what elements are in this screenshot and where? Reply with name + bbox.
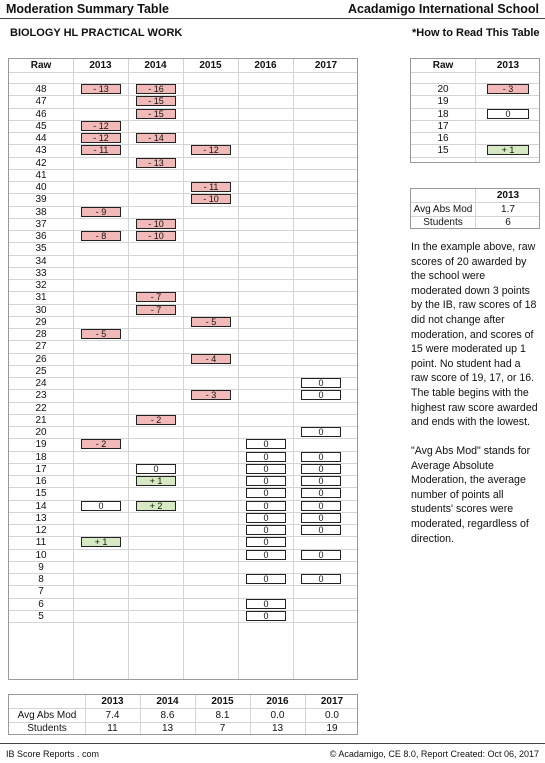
moderation-cell: - 7 — [136, 292, 176, 302]
explanation-line: by the IB, raw scores of 18 — [411, 299, 537, 312]
row-divider — [9, 708, 357, 709]
avg-abs-mod-value: 8.1 — [215, 710, 230, 721]
moderation-cell: 0 — [81, 501, 121, 511]
raw-score-label: 11 — [35, 537, 47, 549]
footer-site: IB Score Reports . com — [6, 749, 100, 759]
moderation-cell: - 12 — [81, 121, 121, 131]
raw-score-label: 46 — [35, 108, 47, 120]
moderation-cell: - 15 — [136, 96, 176, 106]
raw-score-label: 17 — [35, 463, 47, 475]
example-summary-table — [410, 188, 540, 229]
example-raw-score: 16 — [437, 133, 449, 144]
moderation-cell: - 5 — [191, 317, 231, 327]
avg-abs-mod-label: Avg Abs Mod — [17, 710, 77, 721]
example-cell: 0 — [487, 109, 529, 119]
moderation-cell: - 12 — [191, 145, 231, 155]
raw-score-label: 36 — [35, 231, 47, 242]
raw-score-label: 20 — [35, 427, 47, 438]
row-divider — [411, 157, 539, 158]
moderation-cell: 0 — [301, 550, 341, 560]
moderation-cell: 0 — [136, 464, 176, 474]
raw-score-label: 27 — [35, 341, 47, 353]
example-cell: + 1 — [487, 145, 529, 155]
students-value: 11 — [107, 723, 118, 734]
moderation-cell: 0 — [301, 476, 341, 486]
raw-score-label: 45 — [35, 120, 47, 132]
raw-score-label: 31 — [35, 292, 47, 304]
report-title: Moderation Summary Table — [6, 2, 169, 16]
howto-title: *How to Read This Table — [412, 27, 540, 39]
moderation-cell: 0 — [301, 452, 341, 462]
moderation-cell: - 10 — [191, 194, 231, 204]
explanation-line: "Avg Abs Mod" stands for — [411, 445, 531, 457]
raw-score-label: 35 — [35, 243, 47, 255]
moderation-cell: 0 — [301, 574, 341, 584]
moderation-cell: - 15 — [136, 109, 176, 119]
raw-score-label: 47 — [35, 96, 47, 108]
explanation-line: Moderation, the average — [411, 474, 526, 487]
moderation-cell: 0 — [301, 525, 341, 535]
top-bar — [0, 0, 545, 19]
moderation-cell: 0 — [246, 501, 286, 511]
explanation-p1 — [411, 240, 541, 430]
year-header-2014: 2014 — [144, 60, 167, 71]
raw-score-label: 26 — [35, 353, 47, 365]
moderation-cell: - 2 — [81, 439, 121, 449]
explanation-line: The table begins with the — [411, 386, 529, 399]
raw-score-label: 30 — [35, 304, 47, 316]
moderation-cell: - 14 — [136, 133, 176, 143]
moderation-cell: - 4 — [191, 354, 231, 364]
moderation-cell: - 7 — [136, 305, 176, 315]
explanation-line: scores of 20 awarded by — [411, 255, 527, 268]
summary-year-2015: 2015 — [211, 696, 234, 707]
moderation-cell: - 10 — [136, 219, 176, 229]
footer — [0, 743, 545, 763]
moderation-cell: 0 — [246, 574, 286, 584]
example-students-value: 6 — [505, 217, 511, 228]
raw-score-label: 25 — [35, 365, 47, 377]
moderation-cell: 0 — [246, 488, 286, 498]
summary-year-2017: 2017 — [320, 696, 344, 707]
raw-score-label: 44 — [35, 133, 47, 144]
raw-score-label: 13 — [35, 512, 47, 524]
avg-abs-mod-value: 0.0 — [270, 710, 285, 721]
moderation-cell: + 1 — [81, 537, 121, 547]
raw-score-label: 5 — [38, 610, 44, 622]
year-header-2013: 2013 — [89, 60, 112, 71]
row-divider — [9, 622, 357, 623]
explanation-line: direction. — [411, 532, 454, 545]
raw-score-label: 42 — [35, 157, 47, 169]
moderation-cell: - 3 — [191, 390, 231, 400]
moderation-cell: 0 — [301, 501, 341, 511]
row-divider — [411, 202, 539, 203]
moderation-cell: 0 — [246, 464, 286, 474]
example-students-label: Students — [423, 217, 463, 228]
raw-score-label: 24 — [35, 378, 47, 389]
explanation-line: moderated down 3 points — [411, 284, 530, 297]
explanation-p2 — [411, 444, 541, 546]
moderation-cell: - 2 — [136, 415, 176, 425]
moderation-cell: 0 — [301, 488, 341, 498]
raw-score-label: 28 — [35, 329, 47, 340]
raw-score-label: 12 — [35, 525, 47, 536]
moderation-cell: 0 — [246, 439, 286, 449]
example-table — [410, 58, 540, 163]
moderation-cell: 0 — [246, 476, 286, 486]
raw-score-label: 18 — [35, 451, 47, 463]
raw-score-label: 16 — [35, 476, 47, 487]
example-raw-score: 18 — [437, 108, 449, 120]
raw-score-label: 10 — [35, 549, 47, 561]
raw-score-label: 6 — [38, 598, 44, 610]
moderation-cell: 0 — [246, 452, 286, 462]
year-header-2017: 2017 — [314, 60, 338, 71]
students-value: 13 — [161, 723, 174, 734]
moderation-cell: 0 — [246, 550, 286, 560]
raw-score-label: 9 — [38, 561, 44, 573]
explanation-line: highest raw score awarded — [411, 401, 538, 414]
explanation-line: did not change after — [411, 313, 505, 326]
raw-score-label: 7 — [38, 586, 44, 598]
raw-column-header: Raw — [30, 60, 52, 71]
raw-score-label: 48 — [35, 84, 47, 95]
moderation-cell: + 2 — [136, 501, 176, 511]
raw-score-label: 19 — [35, 439, 47, 451]
raw-score-label: 14 — [35, 500, 47, 512]
example-summary-year: 2013 — [496, 190, 520, 201]
summary-table — [8, 694, 358, 735]
raw-score-label: 41 — [35, 169, 47, 181]
explanation-line: moderation, and scores of — [411, 328, 534, 341]
school-name: Acadamigo International School — [348, 2, 539, 16]
raw-score-label: 29 — [35, 316, 47, 328]
moderation-cell: - 16 — [136, 84, 176, 94]
raw-score-label: 23 — [35, 390, 47, 402]
example-raw-score: 15 — [437, 145, 449, 157]
avg-abs-mod-value: 8.6 — [160, 710, 175, 721]
example-year-header: 2013 — [496, 60, 520, 71]
moderation-cell: 0 — [301, 378, 341, 388]
students-value: 7 — [219, 723, 226, 734]
explanation-line: In the example above, raw — [411, 241, 536, 253]
example-avg-value: 1.7 — [501, 204, 515, 215]
explanation-line: raw score of 19, 17, or 16. — [411, 372, 535, 385]
subject-title: BIOLOGY HL PRACTICAL WORK — [10, 27, 183, 39]
explanation-line: Average Absolute — [411, 459, 494, 472]
moderation-cell: - 11 — [191, 182, 231, 192]
example-raw-score: 20 — [437, 84, 449, 95]
moderation-cell: 0 — [246, 599, 286, 609]
explanation-line: the school were — [411, 270, 486, 283]
raw-score-label: 22 — [35, 402, 47, 414]
moderation-cell: 0 — [301, 513, 341, 523]
moderation-cell: + 1 — [136, 476, 176, 486]
explanation-line: and ends with the lowest. — [411, 416, 530, 429]
example-raw-score: 17 — [437, 120, 449, 132]
moderation-cell: - 5 — [81, 329, 121, 339]
avg-abs-mod-value: 7.4 — [105, 710, 120, 721]
students-value: 13 — [271, 723, 284, 734]
moderation-cell: 0 — [301, 427, 341, 437]
summary-year-2014: 2014 — [156, 696, 179, 707]
header-divider — [411, 72, 539, 73]
students-value: 19 — [326, 723, 338, 734]
moderation-cell: 0 — [301, 464, 341, 474]
explanation-line: point. No student had a — [411, 357, 521, 370]
header-divider — [9, 72, 357, 73]
moderation-cell: 0 — [301, 390, 341, 400]
raw-score-label: 40 — [35, 182, 47, 193]
raw-score-label: 15 — [35, 488, 47, 500]
moderation-cell: - 11 — [81, 145, 121, 155]
moderation-cell: 0 — [246, 537, 286, 547]
moderation-cell: 0 — [246, 513, 286, 523]
avg-abs-mod-value: 0.0 — [325, 710, 339, 721]
raw-score-label: 34 — [35, 255, 47, 267]
raw-score-label: 33 — [35, 267, 47, 279]
explanation-line: 15 were moderated up 1 — [411, 343, 526, 356]
moderation-table — [8, 58, 358, 680]
moderation-cell: - 8 — [81, 231, 121, 241]
summary-year-2016: 2016 — [266, 696, 289, 707]
explanation-line: moderated, regardless of — [411, 517, 529, 530]
raw-score-label: 21 — [35, 414, 47, 426]
year-header-2016: 2016 — [254, 60, 277, 71]
raw-score-label: 38 — [35, 206, 47, 218]
column-divider — [475, 59, 476, 162]
example-avg-label: Avg Abs Mod — [413, 204, 473, 215]
moderation-cell: 0 — [246, 525, 286, 535]
moderation-cell: - 13 — [81, 84, 121, 94]
moderation-cell: - 10 — [136, 231, 176, 241]
year-header-2015: 2015 — [199, 60, 222, 71]
raw-score-label: 39 — [35, 194, 47, 206]
explanation-line: students' scores were — [411, 503, 514, 516]
raw-score-label: 43 — [35, 145, 47, 157]
example-cell: - 3 — [487, 84, 529, 94]
summary-year-2013: 2013 — [101, 696, 124, 707]
moderation-cell: - 13 — [136, 158, 176, 168]
example-raw-score: 19 — [437, 96, 449, 108]
moderation-cell: 0 — [246, 611, 286, 621]
footer-credits: © Acadamigo, CE 8.0, Report Created: Oct 06, 2017 — [329, 749, 539, 759]
raw-score-label: 37 — [35, 218, 47, 230]
moderation-cell: - 9 — [81, 207, 121, 217]
example-raw-header: Raw — [432, 60, 454, 71]
moderation-cell: - 12 — [81, 133, 121, 143]
students-label: Students — [27, 723, 67, 734]
raw-score-label: 8 — [38, 574, 44, 585]
explanation-line: number of points all — [411, 488, 504, 501]
raw-score-label: 32 — [35, 280, 47, 291]
